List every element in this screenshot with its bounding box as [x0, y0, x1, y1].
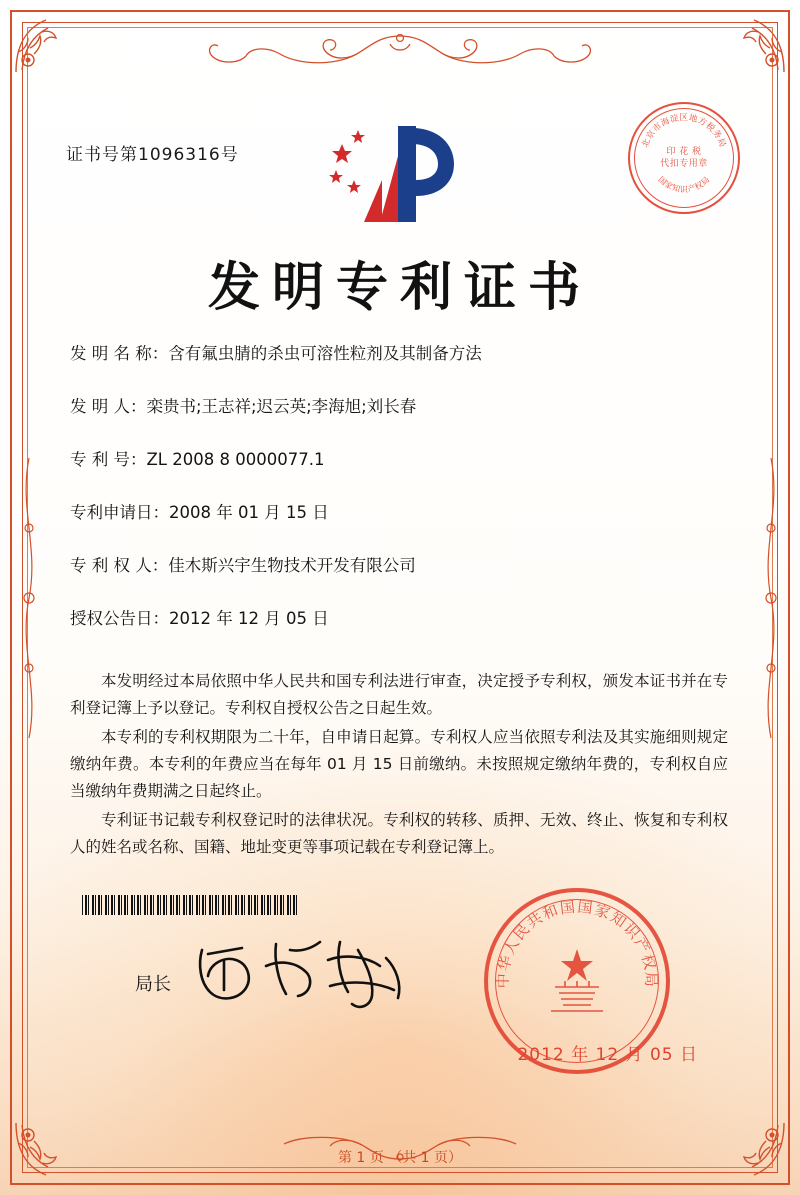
seal-date: 2012 年 12 月 05 日 [517, 1045, 698, 1065]
field-list [70, 340, 730, 658]
field-grant-date [70, 605, 730, 629]
svg-text:中华人民共和国国家知识产权局: 中华人民共和国国家知识产权局 [493, 897, 661, 989]
paragraph: 本发明经过本局依照中华人民共和国专利法进行审查，决定授予专利权，颁发本证书并在专利登记簿上予以登记。专利权自授权公告之日起生效。 [70, 672, 728, 717]
field-label: 专利申请日： [70, 503, 169, 522]
director-signature [190, 930, 420, 1020]
field-value: 2008 年 01 月 15 日 [169, 503, 329, 522]
field-value: 佳木斯兴宇生物技术开发有限公司 [168, 556, 416, 575]
paragraph: 专利证书记载专利权登记时的法律状况。专利权的转移、质押、无效、终止、恢复和专利权人的姓名或名称、国籍、地址变更等事项记载在专利登记簿上。 [70, 811, 728, 856]
tax-stamp-line1: 印 花 税 [666, 147, 702, 157]
cnipa-logo-icon [320, 118, 480, 233]
field-value: 2012 年 12 月 05 日 [169, 609, 329, 628]
field-label: 发 明 人： [70, 397, 147, 416]
svg-text:国家知识产权局: 国家知识产权局 [656, 174, 712, 194]
field-value: ZL 2008 8 0000077.1 [146, 450, 325, 469]
side-flourish-icon [756, 448, 786, 748]
page-title: 发明专利证书 [207, 258, 593, 318]
field-value: 栾贵书;王志祥;迟云英;李海旭;刘长春 [146, 397, 417, 416]
barcode [82, 895, 297, 915]
director-label: 局长 [135, 974, 171, 995]
field-label: 专 利 号： [70, 450, 147, 469]
certificate-number: 证书号第1096316号 [66, 145, 239, 165]
tax-stamp-center-text [660, 146, 708, 170]
field-label: 授权公告日： [70, 609, 169, 628]
field-patentee [70, 552, 730, 576]
paragraph: 本专利的专利权期限为二十年，自申请日起算。专利权人应当依照专利法及其实施细则规定缴纳年费。本专利的年费应当在每年 01 月 15 日前缴纳。未按照规定缴纳年费的，专利权自应当缴纳年费期满之日起终止。 [70, 728, 728, 800]
field-value: 含有氟虫腈的杀虫可溶性粒剂及其制备方法 [168, 344, 482, 363]
field-label: 专 利 权 人： [70, 556, 169, 575]
tax-stamp-line2: 代扣专用章 [660, 159, 708, 169]
field-application-date [70, 499, 730, 523]
field-inventors [70, 393, 730, 417]
svg-text:北京市海淀区地方税务局: 北京市海淀区地方税务局 [640, 113, 728, 150]
tax-stamp-seal [628, 102, 740, 214]
field-invention-title [70, 340, 730, 364]
page-footer: 第 1 页 （共 1 页） [337, 1150, 463, 1166]
body-paragraphs [70, 668, 728, 863]
field-label: 发 明 名 称： [70, 344, 169, 363]
national-emblem-icon [531, 935, 623, 1027]
certificate-content [40, 40, 760, 1155]
field-patent-number [70, 446, 730, 470]
